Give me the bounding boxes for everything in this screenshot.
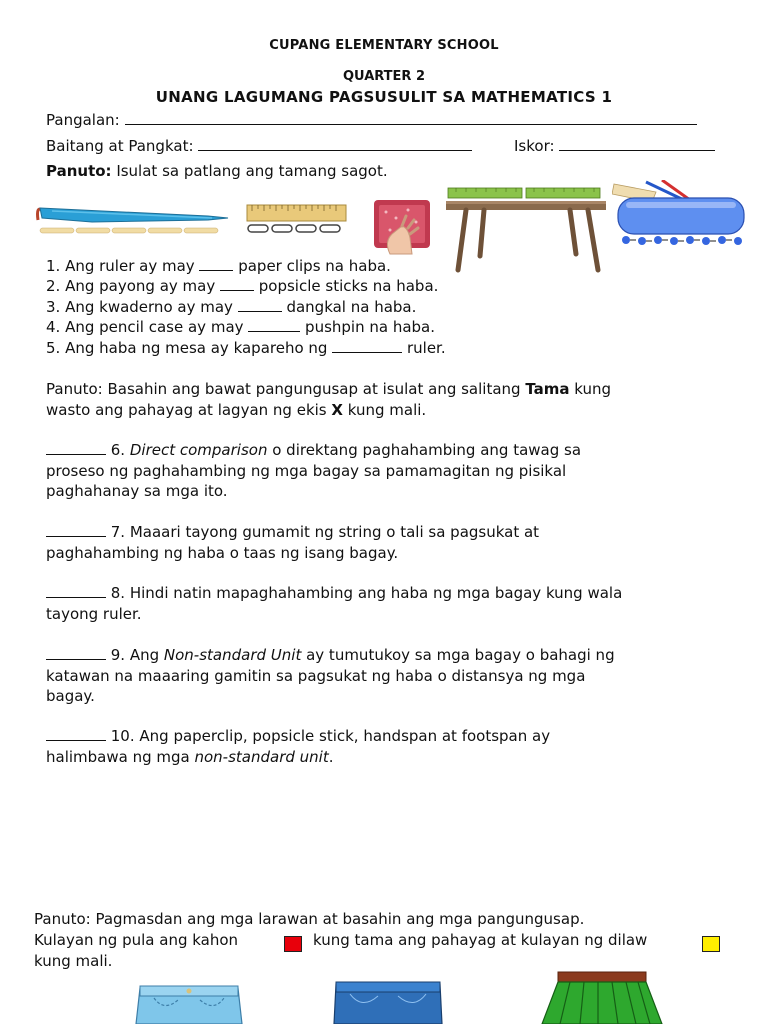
answer-blank[interactable] bbox=[46, 727, 106, 741]
question-6: 6. Direct comparison o direktang paghahambing ang tawag sa proseso ng paghahambing ng mga bagay sa pamamagitan ng pisikal paghahanay sa mga ito. bbox=[46, 441, 582, 500]
list-item: 1. Ang ruler ay may paper clips na haba. bbox=[46, 257, 391, 275]
directions-1 bbox=[46, 162, 388, 180]
score-blank[interactable] bbox=[559, 136, 715, 151]
ruler-icon bbox=[246, 204, 348, 236]
directions-2: Panuto: Basahin ang bawat pangungusap at isulat ang salitang Tama kung wasto ang pahayag at lagyan ng ekis X kung mali. bbox=[46, 380, 612, 419]
directions-3-line-3: kung mali. bbox=[34, 952, 113, 970]
answer-blank[interactable] bbox=[199, 257, 233, 271]
answer-blank[interactable] bbox=[238, 298, 282, 312]
list-item: 5. Ang haba ng mesa ay kapareho ng ruler. bbox=[46, 339, 446, 357]
directions-3-line-2b: kung tama ang pahayag at kulayan ng dilaw bbox=[313, 931, 648, 949]
table-icon bbox=[444, 186, 610, 274]
answer-blank[interactable] bbox=[46, 584, 106, 598]
question-8: 8. Hindi natin mapaghahambing ang haba ng mga bagay kung wala tayong ruler. bbox=[46, 584, 623, 623]
red-color-box[interactable] bbox=[284, 936, 302, 952]
grade-field-row bbox=[46, 136, 472, 155]
answer-blank[interactable] bbox=[46, 646, 106, 660]
notebook-icon bbox=[370, 198, 434, 256]
list-item: 4. Ang pencil case ay may pushpin na haba. bbox=[46, 318, 436, 336]
list-item: 3. Ang kwaderno ay may dangkal na haba. bbox=[46, 298, 417, 316]
umbrella-icon bbox=[32, 196, 232, 242]
answer-blank[interactable] bbox=[220, 277, 254, 291]
page-title: UNANG LAGUMANG PAGSUSULIT SA MATHEMATICS 1 bbox=[155, 88, 613, 106]
question-10: 10. Ang paperclip, popsicle stick, handspan at footspan ay halimbawa ng mga non-standard unit. bbox=[46, 727, 551, 766]
name-label: Pangalan: bbox=[46, 111, 120, 129]
question-7: 7. Maaari tayong gumamit ng string o tali sa pagsukat at paghahambing ng haba o taas ng isang bagay. bbox=[46, 523, 540, 562]
directions-3-line-1: Panuto: Pagmasdan ang mga larawan at basahin ang mga pangungusap. bbox=[34, 910, 585, 928]
answer-blank[interactable] bbox=[248, 318, 300, 332]
school-name: CUPANG ELEMENTARY SCHOOL bbox=[269, 38, 499, 53]
skirt-icon bbox=[540, 970, 664, 1024]
grade-label: Baitang at Pangkat: bbox=[46, 137, 194, 155]
score-field-row bbox=[514, 136, 715, 155]
quarter-label: QUARTER 2 bbox=[342, 69, 426, 84]
pants-icon bbox=[332, 978, 444, 1024]
shorts-icon bbox=[134, 982, 244, 1024]
score-label: Iskor: bbox=[514, 137, 555, 155]
answer-blank[interactable] bbox=[332, 339, 402, 353]
answer-blank[interactable] bbox=[46, 441, 106, 455]
name-field-row bbox=[46, 110, 697, 129]
answer-blank[interactable] bbox=[46, 523, 106, 537]
name-blank[interactable] bbox=[125, 110, 697, 125]
question-9: 9. Ang Non-standard Unit ay tumutukoy sa mga bagay o bahagi ng katawan na maaaring gamitin sa pagsukat ng haba o distansya ng mga bagay. bbox=[46, 646, 615, 705]
grade-blank[interactable] bbox=[198, 136, 472, 151]
pencil-case-icon bbox=[612, 180, 752, 250]
directions-3-line-2a: Kulayan ng pula ang kahon bbox=[34, 931, 239, 949]
list-item: 2. Ang payong ay may popsicle sticks na haba. bbox=[46, 277, 439, 295]
directions-1-text: Isulat sa patlang ang tamang sagot. bbox=[111, 162, 388, 180]
yellow-color-box[interactable] bbox=[702, 936, 720, 952]
directions-1-label: Panuto: bbox=[46, 162, 112, 180]
